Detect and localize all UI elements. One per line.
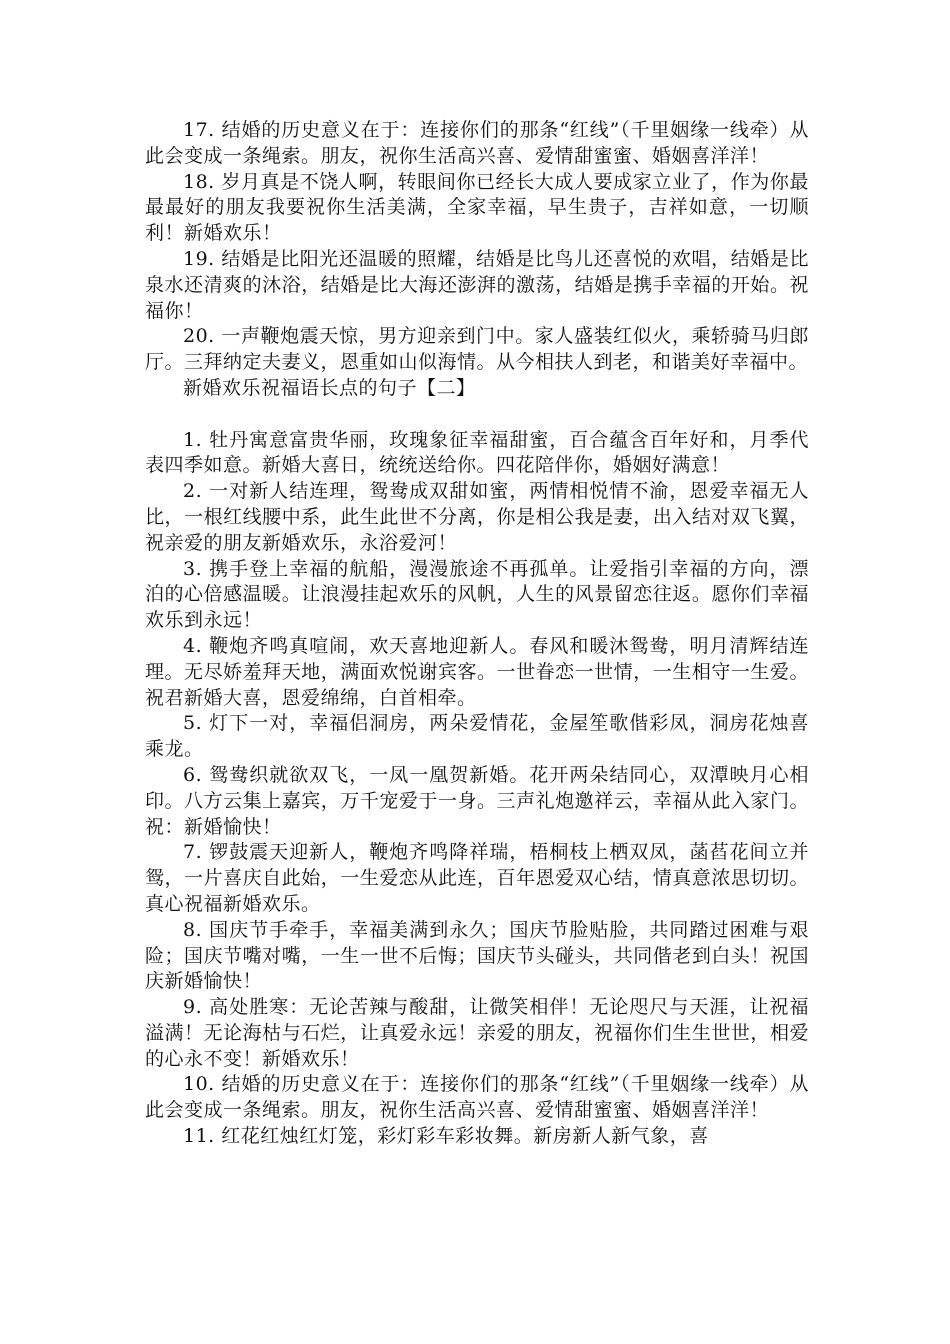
paragraph-18: 18. 岁月真是不饶人啊，转眼间你已经长大成人要成家立业了，作为你最最最好的朋友我要祝你生活美满，全家幸福，早生贵子，吉祥如意，一切顺利！新婚欢乐！	[145, 170, 809, 245]
section-heading: 新婚欢乐祝福语长点的句子【二】	[183, 376, 476, 399]
paragraph-1: 1. 牡丹寓意富贵华丽，玫瑰象征幸福甜蜜，百合蕴含百年好和，月季代表四季如意。新婚大喜日，统统送给你。四花陪伴你，婚姻好满意！	[145, 428, 809, 477]
paragraph-10: 10. 结婚的历史意义在于：连接你们的那条“红线”（千里姻缘一线牵）从此会变成一条绳索。朋友，祝你生活高兴喜、爱情甜蜜蜜、婚姻喜洋洋！	[145, 1073, 809, 1122]
paragraph-17: 17. 结婚的历史意义在于：连接你们的那条“红线”（千里姻缘一线牵）从此会变成一条绳索。朋友，祝你生活高兴喜、爱情甜蜜蜜、婚姻喜洋洋！	[145, 119, 809, 167]
paragraph-19: 19. 结婚是比阳光还温暖的照耀，结婚是比鸟儿还喜悦的欢唱，结婚是比泉水还清爽的沐浴，结婚是比大海还澎湃的激荡，结婚是携手幸福的开始。祝福你！	[145, 247, 809, 322]
paragraph-4: 4. 鞭炮齐鸣真喧闹，欢天喜地迎新人。春风和暖沐鸳鸯，明月清辉结连理。无尽娇羞拜天地，满面欢悦谢宾客。一世眷恋一世情，一生相守一生爱。祝君新婚大喜，恩爱绵绵，白首相牵。	[145, 634, 809, 709]
paragraph-2: 2. 一对新人结连理，鸳鸯成双甜如蜜，两情相悦情不渝，恩爱幸福无人比，一根红线腰中系，此生此世不分离，你是相公我是妻，出入结对双飞翼，祝亲爱的朋友新婚欢乐，永浴爱河！	[145, 480, 809, 554]
paragraph-8: 8. 国庆节手牵手，幸福美满到永久；国庆节脸贴脸，共同踏过困难与艰险；国庆节嘴对嘴，一生一世不后悔；国庆节头碰头，共同偕老到白头！祝国庆新婚愉快！	[145, 918, 809, 993]
paragraph-5: 5. 灯下一对，幸福侣洞房，两朵爱情花，金屋笙歌偕彩凤，洞房花烛喜乘龙。	[145, 712, 809, 761]
paragraph-7: 7. 锣鼓震天迎新人，鞭炮齐鸣降祥瑞，梧桐枝上栖双凤，菡萏花间立并鸳，一片喜庆自此始，一生爱恋从此连，百年恩爱双心结，情真意浓思切切。真心祝福新婚欢乐。	[145, 841, 809, 915]
paragraph-20: 20. 一声鞭炮震天惊，男方迎亲到门中。家人盛装红似火，乘轿骑马归郎厅。三拜纳定夫妻义，恩重如山似海情。从今相扶人到老，和谐美好幸福中。	[145, 325, 809, 374]
document-body	[145, 118, 809, 1150]
paragraph-9: 9. 高处胜寒：无论苦辣与酸甜，让微笑相伴！无论咫尺与天涯，让祝福溢满！无论海枯与石烂，让真爱永远！亲爱的朋友，祝福你们生生世世，相爱的心永不变！新婚欢乐！	[145, 996, 809, 1070]
paragraph-3: 3. 携手登上幸福的航船，漫漫旅途不再孤单。让爱指引幸福的方向，漂泊的心倍感温暖。让浪漫挂起欢乐的风帆，人生的风景留恋往返。愿你们幸福欢乐到永远！	[145, 557, 809, 632]
paragraph-6: 6. 鸳鸯织就欲双飞，一凤一凰贺新婚。花开两朵结同心，双潭映月心相印。八方云集上嘉宾，万千宠爱于一身。三声礼炮邀祥云，幸福从此入家门。祝：新婚愉快！	[145, 763, 809, 838]
paragraph-11: 11. 红花红烛红灯笼，彩灯彩车彩妆舞。新房新人新气象，喜	[183, 1125, 709, 1148]
